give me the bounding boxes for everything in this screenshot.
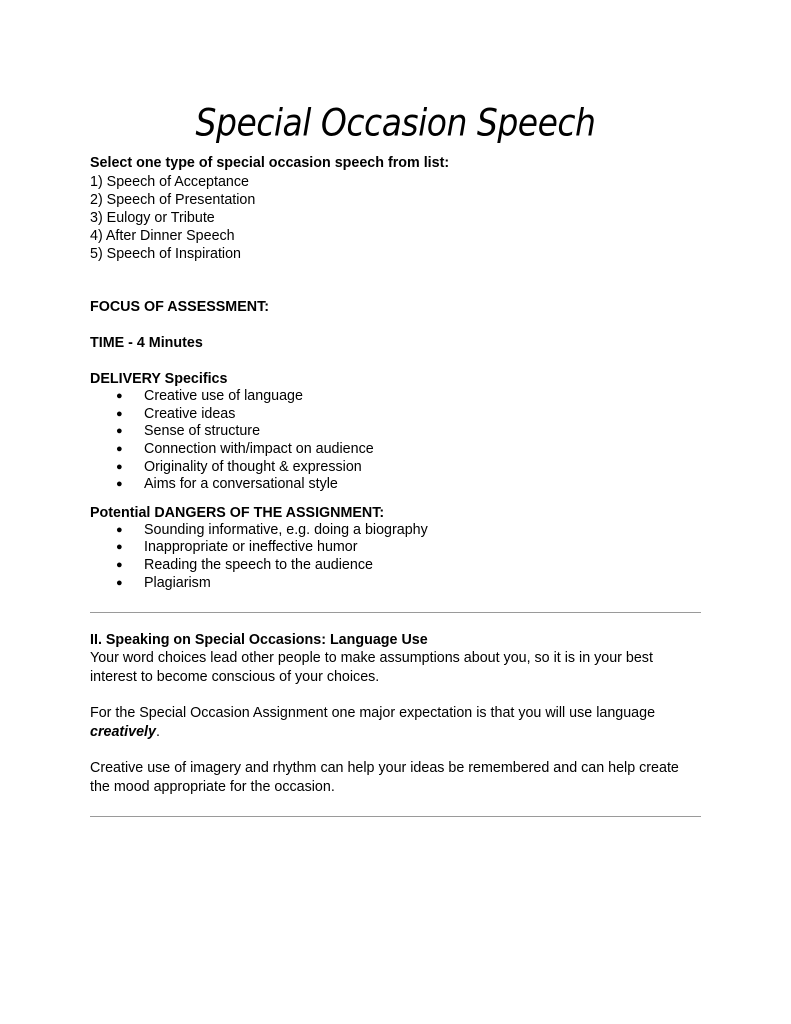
spacer [90, 264, 701, 298]
list-item-label: Creative ideas [144, 405, 236, 422]
list-item [90, 441, 701, 459]
section2-paragraph-1: Your word choices lead other people to make assumptions about you, so it is in your best interest to become conscious of your choices. [90, 650, 653, 685]
list-item: 3) Eulogy or Tribute [90, 209, 215, 226]
spacer [90, 352, 701, 370]
section-divider-bottom [90, 816, 701, 817]
spacer [90, 494, 701, 504]
paragraph-text: For the Special Occasion Assignment one major expectation is that you will use language [90, 705, 656, 722]
bullet-icon: ● [116, 541, 123, 554]
list-item [90, 459, 701, 477]
list-item [90, 476, 701, 494]
intro-heading: Select one type of special occasion speech from list: [90, 155, 450, 172]
bullet-icon: ● [116, 559, 123, 572]
section2-paragraph-3: Creative use of imagery and rhythm can help your ideas be remembered and can help create the mood appropriate for the occasion. [90, 760, 679, 795]
list-item-label: Plagiarism [144, 574, 211, 591]
list-item-label: Aims for a conversational style [144, 476, 338, 493]
list-item [90, 522, 701, 540]
section2-paragraph-2 [90, 704, 701, 741]
list-item [90, 575, 701, 593]
list-item-label: Creative use of language [144, 388, 303, 405]
spacer [90, 613, 701, 631]
list-item: 5) Speech of Inspiration [90, 246, 242, 263]
list-item [90, 539, 701, 557]
list-item: 4) After Dinner Speech [90, 228, 235, 245]
dangers-list [90, 522, 701, 592]
list-item: 1) Speech of Acceptance [90, 173, 249, 190]
bullet-icon: ● [116, 442, 123, 455]
paragraph-text-end: . [155, 723, 160, 740]
delivery-specifics-list [90, 388, 701, 494]
bullet-icon: ● [116, 390, 123, 403]
spacer [90, 316, 701, 334]
list-item [90, 557, 701, 575]
list-item [90, 406, 701, 424]
list-item [90, 388, 701, 406]
bullet-icon: ● [116, 407, 123, 420]
emphasis-text: creatively [90, 723, 156, 740]
bullet-icon: ● [116, 460, 123, 473]
dangers-heading: Potential DANGERS OF THE ASSIGNMENT: [90, 504, 385, 521]
bullet-icon: ● [116, 576, 123, 589]
list-item-label: Sounding informative, e.g. doing a biography [144, 521, 428, 538]
time-heading: TIME - 4 Minutes [90, 334, 203, 351]
document-body [90, 154, 701, 817]
focus-of-assessment-heading: FOCUS OF ASSESSMENT: [90, 298, 269, 315]
list-item-label: Sense of structure [144, 423, 261, 440]
bullet-icon: ● [116, 478, 123, 491]
bullet-icon: ● [116, 523, 123, 536]
list-item-label: Originality of thought & expression [144, 458, 362, 475]
list-item-label: Reading the speech to the audience [144, 557, 373, 574]
bullet-icon: ● [116, 425, 123, 438]
spacer [90, 686, 701, 704]
list-item-label: Inappropriate or ineffective humor [144, 539, 358, 556]
spacer [90, 741, 701, 759]
delivery-specifics-heading: DELIVERY Specifics [90, 370, 228, 387]
section2-heading: II. Speaking on Special Occasions: Language Use [90, 632, 428, 649]
page-title: Special Occasion Speech [195, 100, 596, 145]
list-item [90, 423, 701, 441]
speech-types-list [90, 173, 701, 264]
list-item-label: Connection with/impact on audience [144, 440, 374, 457]
list-item: 2) Speech of Presentation [90, 191, 256, 208]
